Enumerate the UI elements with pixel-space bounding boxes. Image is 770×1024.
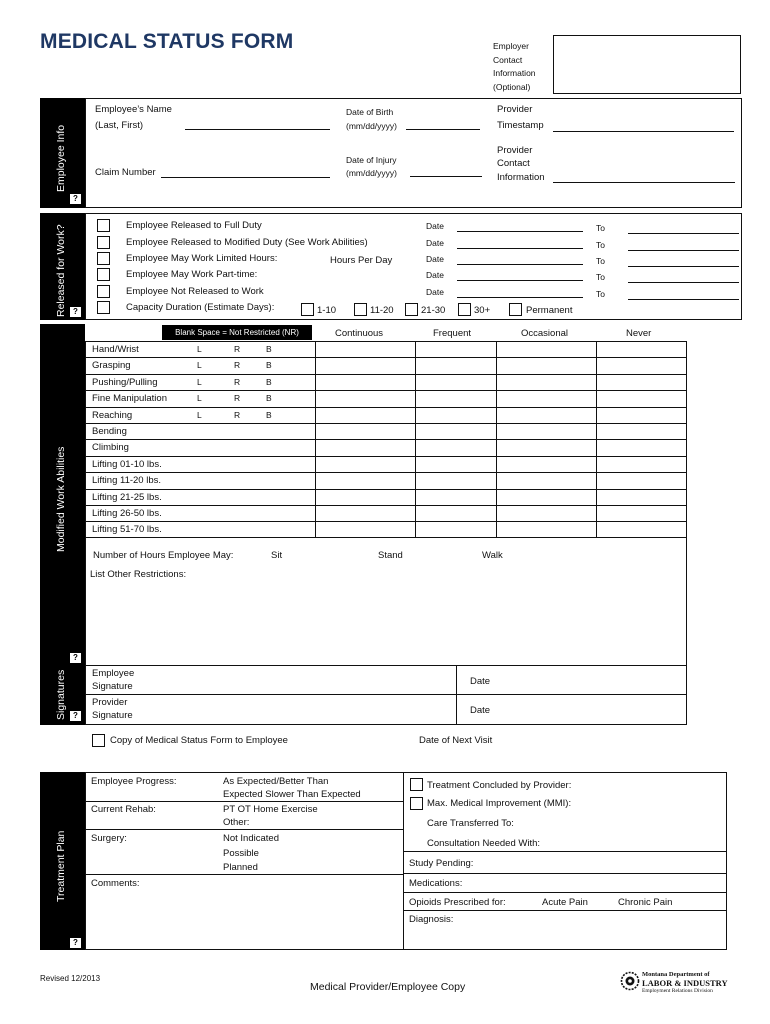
hours-per-day-label: Hours Per Day <box>330 255 393 266</box>
ability-label: Lifting 26-50 lbs. <box>92 508 162 519</box>
ability-cell[interactable] <box>497 391 595 405</box>
not-released-date-field[interactable] <box>457 297 583 298</box>
ability-cell[interactable] <box>597 391 686 405</box>
ability-cell[interactable] <box>416 408 495 422</box>
help-icon[interactable]: ? <box>70 711 81 721</box>
ability-cell[interactable] <box>316 358 414 372</box>
duration-30-plus-checkbox[interactable] <box>458 303 471 316</box>
ability-cell[interactable] <box>316 473 414 487</box>
ability-cell[interactable] <box>416 473 495 487</box>
doi-sublabel: (mm/dd/yyyy) <box>346 168 397 178</box>
stand-label: Stand <box>378 550 403 561</box>
copy-designation: Medical Provider/Employee Copy <box>310 981 466 993</box>
progress-option-2[interactable]: Expected Slower Than Expected <box>223 789 361 800</box>
ability-label: Pushing/Pulling <box>92 376 158 388</box>
treatment-row-line <box>85 801 403 802</box>
ability-cell[interactable] <box>416 522 495 536</box>
treatment-concluded-label: Treatment Concluded by Provider: <box>427 780 572 791</box>
ability-cell[interactable] <box>416 424 495 438</box>
ability-cell[interactable] <box>416 440 495 454</box>
ability-cell[interactable] <box>416 506 495 520</box>
not-released-checkbox[interactable] <box>97 285 110 298</box>
full-duty-date-field[interactable] <box>457 231 583 232</box>
claim-number-field[interactable] <box>161 177 330 178</box>
ability-label: Lifting 11-20 lbs. <box>92 475 162 487</box>
treatment-divider <box>403 772 404 950</box>
mmi-label: Max. Medical Improvement (MMI): <box>427 798 572 809</box>
side-l-option[interactable]: L <box>197 344 202 354</box>
sit-label: Sit <box>271 550 283 561</box>
ability-label: Lifting 21-25 lbs. <box>92 491 162 503</box>
duration-30-plus-label: 30+ <box>474 305 491 316</box>
provider-timestamp-sublabel: Timestamp <box>497 120 544 131</box>
employer-contact-label: Employer Contact Information (Optional) <box>493 41 536 92</box>
treatment-row-line <box>403 910 727 911</box>
full-duty-checkbox[interactable] <box>97 219 110 232</box>
care-transferred-label: Care Transferred To: <box>427 818 514 829</box>
modified-bar <box>40 324 85 665</box>
side-r-option[interactable]: R <box>234 393 241 404</box>
treatment-concluded-checkbox[interactable] <box>410 778 423 791</box>
ability-cell[interactable] <box>597 490 686 504</box>
ability-cell[interactable] <box>497 342 595 356</box>
modified-duty-date-field[interactable] <box>457 248 583 249</box>
ability-cell[interactable] <box>416 391 495 405</box>
ability-cell[interactable] <box>416 457 495 471</box>
ability-cell[interactable] <box>597 358 686 372</box>
department-logo: Montana Department of LABOR & INDUSTRY Employment Relations Division <box>642 971 728 994</box>
ability-cell[interactable] <box>597 342 686 356</box>
side-b-option[interactable]: B <box>266 376 272 387</box>
ability-cell[interactable] <box>597 473 686 487</box>
help-icon[interactable]: ? <box>70 653 81 663</box>
side-l-option[interactable]: L <box>197 393 202 404</box>
employee-signature-sublabel: Signature <box>92 681 133 692</box>
full-duty-to-label: To <box>596 223 605 233</box>
ability-cell[interactable] <box>597 375 686 389</box>
progress-label: Employee Progress: <box>91 776 177 787</box>
not-released-label: Employee Not Released to Work <box>126 286 264 297</box>
limited-hours-label: Employee May Work Limited Hours: <box>126 253 278 264</box>
ability-cell[interactable] <box>416 358 495 372</box>
side-r-option[interactable]: R <box>234 376 241 387</box>
duration-permanent-label: Permanent <box>526 305 573 316</box>
provider-contact-label-2: Contact <box>497 158 530 169</box>
help-icon[interactable]: ? <box>70 938 81 948</box>
treatment-row-line <box>85 874 403 875</box>
rehab-label: Current Rehab: <box>91 804 156 815</box>
surgery-option-2[interactable]: Possible <box>223 848 259 859</box>
released-bar <box>40 213 85 320</box>
side-b-option[interactable]: B <box>266 344 272 354</box>
column-frequent: Frequent <box>433 328 472 339</box>
side-r-option[interactable]: R <box>234 409 241 420</box>
ability-cell[interactable] <box>316 440 414 454</box>
employee-name-label: Employee’s Name <box>95 104 172 115</box>
signatures-bar <box>40 665 85 725</box>
full-duty-date-label: Date <box>426 221 444 231</box>
walk-label: Walk <box>482 550 503 561</box>
ability-cell[interactable] <box>497 506 595 520</box>
ability-cell[interactable] <box>497 522 595 536</box>
progress-option-1[interactable]: As Expected/Better Than <box>223 776 329 787</box>
ability-label: Lifting 01-10 lbs. <box>92 458 162 470</box>
signatures-section <box>85 665 687 725</box>
chronic-pain-option[interactable]: Chronic Pain <box>618 897 673 908</box>
opioids-label: Opioids Prescribed for: <box>409 897 506 908</box>
treatment-section <box>85 772 727 950</box>
modified-duty-checkbox[interactable] <box>97 236 110 249</box>
duration-permanent-checkbox[interactable] <box>509 303 522 316</box>
signature-date-divider <box>456 665 457 725</box>
ability-cell[interactable] <box>497 457 595 471</box>
treatment-row-line <box>85 829 403 830</box>
side-r-option[interactable]: R <box>234 360 241 371</box>
rehab-option-1[interactable]: PT OT Home Exercise <box>223 804 318 815</box>
comments-label: Comments: <box>91 878 140 889</box>
ability-label: Grasping <box>92 360 131 372</box>
capacity-duration-checkbox[interactable] <box>97 301 110 314</box>
provider-timestamp-field[interactable] <box>553 131 734 132</box>
ability-cell[interactable] <box>316 506 414 520</box>
duration-1-10-checkbox[interactable] <box>301 303 314 316</box>
ability-cell[interactable] <box>316 522 414 536</box>
duration-11-20-checkbox[interactable] <box>354 303 367 316</box>
employee-signature-date-label: Date <box>470 676 491 687</box>
ability-cell[interactable] <box>497 375 595 389</box>
provider-signature-date-label: Date <box>470 705 491 716</box>
dob-field[interactable] <box>406 129 480 130</box>
doi-field[interactable] <box>410 176 482 177</box>
ability-label: Reaching <box>92 409 133 421</box>
released-heading: Released for Work? <box>55 224 67 317</box>
treatment-row-line <box>403 851 727 852</box>
employee-name-sublabel: (Last, First) <box>95 120 144 131</box>
provider-timestamp-label: Provider <box>497 104 533 115</box>
modified-duty-date-label: Date <box>426 238 444 248</box>
ability-cell[interactable] <box>597 440 686 454</box>
employee-info-section <box>85 98 742 208</box>
limited-hours-date-field[interactable] <box>457 264 583 265</box>
hours-label: Number of Hours Employee May: <box>93 550 234 561</box>
provider-signature-label: Provider <box>92 697 128 708</box>
signatures-heading: Signatures <box>55 669 67 720</box>
department-seal-icon <box>620 971 640 991</box>
ability-cell[interactable] <box>416 375 495 389</box>
ability-label: Bending <box>92 426 127 437</box>
dob-label: Date of Birth <box>346 107 394 117</box>
employer-contact-field[interactable] <box>553 35 741 94</box>
revised-date: Revised 12/2013 <box>40 974 101 983</box>
help-icon[interactable]: ? <box>70 194 81 204</box>
next-visit-label: Date of Next Visit <box>419 735 493 746</box>
signature-divider <box>85 694 687 695</box>
duration-21-30-checkbox[interactable] <box>405 303 418 316</box>
employee-signature-label: Employee <box>92 668 135 679</box>
ability-label: Fine Manipulation <box>92 393 167 405</box>
study-pending-label: Study Pending: <box>409 858 474 869</box>
duration-21-30-label: 21-30 <box>421 305 446 316</box>
ability-cell[interactable] <box>597 408 686 422</box>
full-duty-to-field[interactable] <box>628 233 739 234</box>
copy-to-employee-label: Copy of Medical Status Form to Employee <box>110 735 288 746</box>
not-released-to-label: To <box>596 289 605 299</box>
side-l-option[interactable]: L <box>197 360 202 371</box>
provider-contact-label-3: Information <box>497 172 545 183</box>
copy-to-employee-checkbox[interactable] <box>92 734 105 747</box>
treatment-bar <box>40 772 85 950</box>
consultation-label: Consultation Needed With: <box>427 838 541 849</box>
ability-cell[interactable] <box>416 342 495 356</box>
ability-cell[interactable] <box>497 440 595 454</box>
ability-label: Climbing <box>92 442 129 454</box>
ability-cell[interactable] <box>497 424 595 438</box>
ability-cell[interactable] <box>316 391 414 405</box>
ability-cell[interactable] <box>497 408 595 422</box>
part-time-date-field[interactable] <box>457 280 583 281</box>
treatment-row-line <box>403 873 727 874</box>
modified-duty-to-field[interactable] <box>628 250 739 251</box>
ability-cell[interactable] <box>316 342 414 356</box>
side-l-option[interactable]: L <box>197 409 202 420</box>
provider-contact-label: Provider <box>497 145 533 156</box>
ability-cell[interactable] <box>316 408 414 422</box>
column-continuous: Continuous <box>335 328 384 339</box>
employee-name-field[interactable] <box>185 129 330 130</box>
dob-sublabel: (mm/dd/yyyy) <box>346 121 397 131</box>
ability-label: Hand/Wrist <box>92 344 139 355</box>
diagnosis-label: Diagnosis: <box>409 914 454 925</box>
side-b-option[interactable]: B <box>266 409 272 420</box>
ability-cell[interactable] <box>597 457 686 471</box>
modified-heading: Modified Work Abilities <box>55 446 67 552</box>
treatment-heading: Treatment Plan <box>55 830 67 902</box>
ability-cell[interactable] <box>597 522 686 536</box>
ability-cell[interactable] <box>497 473 595 487</box>
part-time-date-label: Date <box>426 270 444 280</box>
part-time-checkbox[interactable] <box>97 268 110 281</box>
surgery-option-1[interactable]: Not Indicated <box>223 833 279 844</box>
limited-hours-to-field[interactable] <box>628 266 739 267</box>
modified-duty-to-label: To <box>596 240 605 250</box>
capacity-duration-label: Capacity Duration (Estimate Days): <box>126 302 275 313</box>
side-b-option[interactable]: B <box>266 360 272 371</box>
ability-cell[interactable] <box>497 358 595 372</box>
ability-cell[interactable] <box>316 424 414 438</box>
limited-hours-checkbox[interactable] <box>97 252 110 265</box>
ability-cell[interactable] <box>316 490 414 504</box>
not-released-to-field[interactable] <box>628 299 739 300</box>
surgery-label: Surgery: <box>91 833 127 844</box>
column-occasional: Occasional <box>521 328 568 339</box>
page-title: MEDICAL STATUS FORM <box>40 30 294 53</box>
ability-label: Lifting 51-70 lbs. <box>92 524 162 536</box>
modified-duty-label: Employee Released to Modified Duty (See Work Abilities) <box>126 237 368 248</box>
side-l-option[interactable]: L <box>197 376 202 387</box>
not-released-date-label: Date <box>426 287 444 297</box>
ability-cell[interactable] <box>597 424 686 438</box>
ability-cell[interactable] <box>416 490 495 504</box>
acute-pain-option[interactable]: Acute Pain <box>542 897 588 908</box>
ability-cell[interactable] <box>316 457 414 471</box>
mmi-checkbox[interactable] <box>410 797 423 810</box>
ability-cell[interactable] <box>316 375 414 389</box>
column-never: Never <box>626 328 652 339</box>
doi-label: Date of Injury <box>346 155 397 165</box>
employee-info-heading: Employee Info <box>55 124 67 192</box>
provider-signature-sublabel: Signature <box>92 710 133 721</box>
blank-space-note: Blank Space = Not Restricted (NR) <box>162 325 312 340</box>
help-icon[interactable]: ? <box>70 307 81 317</box>
other-restrictions-label: List Other Restrictions: <box>90 569 187 580</box>
surgery-option-3[interactable]: Planned <box>223 862 258 873</box>
employee-info-bar <box>40 98 85 208</box>
medications-label: Medications: <box>409 878 463 889</box>
duration-1-10-label: 1-10 <box>317 305 337 316</box>
part-time-to-field[interactable] <box>628 282 739 283</box>
provider-contact-field[interactable] <box>553 182 735 183</box>
ability-cell[interactable] <box>497 490 595 504</box>
full-duty-label: Employee Released to Full Duty <box>126 220 262 231</box>
claim-number-label: Claim Number <box>95 167 156 178</box>
side-r-option[interactable]: R <box>234 344 241 354</box>
limited-hours-to-label: To <box>596 256 605 266</box>
part-time-to-label: To <box>596 272 605 282</box>
part-time-label: Employee May Work Part-time: <box>126 269 258 280</box>
rehab-option-2[interactable]: Other: <box>223 817 250 828</box>
treatment-row-line <box>403 892 727 893</box>
limited-hours-date-label: Date <box>426 254 444 264</box>
side-b-option[interactable]: B <box>266 393 272 404</box>
ability-cell[interactable] <box>597 506 686 520</box>
duration-11-20-label: 11-20 <box>370 305 394 316</box>
